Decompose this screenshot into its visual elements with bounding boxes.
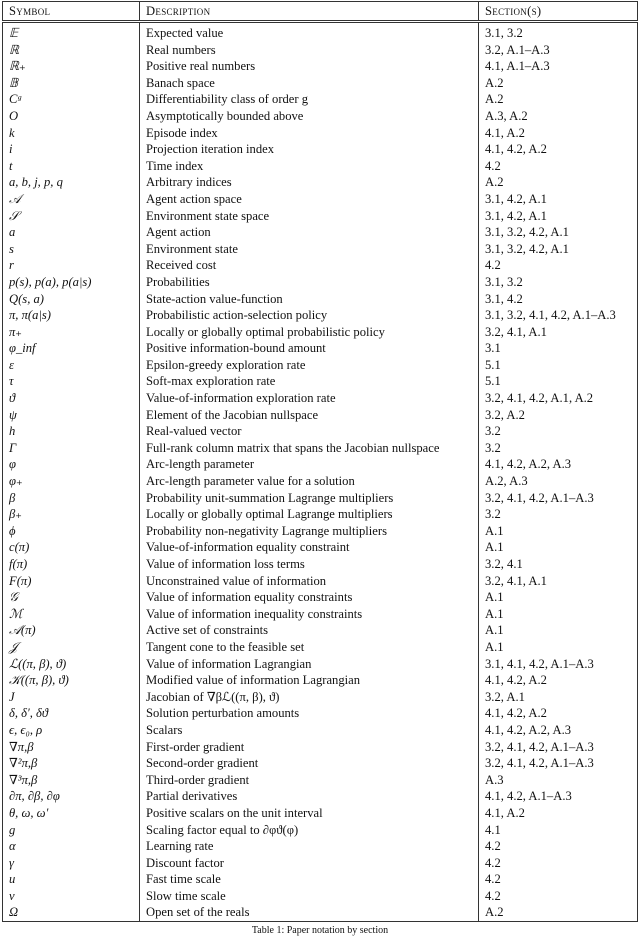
table-row — [3, 373, 638, 390]
sections-cell: A.2, A.3 — [485, 474, 528, 489]
sections-cell: 4.2 — [485, 839, 501, 854]
table-row — [3, 556, 638, 573]
symbol-cell: Cᵍ — [3, 91, 140, 108]
sections-cell: 4.1, 4.2, A.1–A.3 — [485, 789, 572, 804]
sections-cell: A.1 — [485, 590, 504, 605]
symbol-cell: 𝒜 — [3, 191, 140, 208]
symbol-cell: ℝ₊ — [3, 58, 140, 75]
table-row — [3, 324, 638, 341]
symbol-cell: θ, ω, ω′ — [3, 805, 140, 822]
description-cell: Discount factor — [140, 855, 479, 872]
sections-cell: 3.2, 4.1 — [485, 557, 523, 571]
table-row — [3, 523, 638, 540]
symbol-cell: r — [3, 257, 140, 274]
description-cell: Projection iteration index — [140, 141, 479, 158]
description-cell: Positive information-bound amount — [140, 340, 479, 357]
symbol-cell: p(s), p(a), p(a|s) — [3, 274, 140, 291]
symbol-cell: ∇π,β — [3, 739, 140, 756]
symbol-cell: π, π(a|s) — [3, 307, 140, 324]
description-cell: Arc-length parameter — [140, 456, 479, 473]
table-row — [3, 589, 638, 606]
description-cell: Environment state space — [140, 208, 479, 225]
symbol-cell: ϵ, ϵ₀, ρ — [3, 722, 140, 739]
sections-cell: 4.2 — [485, 855, 501, 870]
table-row — [3, 805, 638, 822]
description-cell: Probabilistic action-selection policy — [140, 307, 479, 324]
sections-cell: 3.2 — [485, 507, 501, 522]
header-sections: Section(s) — [485, 4, 542, 18]
description-cell: Soft-max exploration rate — [140, 373, 479, 390]
symbol-cell: 𝒦((π, β), ϑ) — [3, 672, 140, 689]
sections-cell: 4.1, 4.2, A.2, A.3 — [485, 457, 572, 472]
description-cell: Episode index — [140, 125, 479, 142]
description-cell: Third-order gradient — [140, 772, 479, 789]
description-cell: Agent action space — [140, 191, 479, 208]
symbol-cell: v — [3, 888, 140, 905]
sections-cell: A.3 — [485, 772, 504, 787]
sections-cell: 3.2, A.1–A.3 — [485, 42, 550, 57]
sections-cell: 4.1 — [485, 822, 501, 837]
table-caption: Table 1: Paper notation by section — [251, 925, 389, 936]
description-cell: Scalars — [140, 722, 479, 739]
symbol-cell: ψ — [3, 407, 140, 424]
description-cell: State-action value-function — [140, 291, 479, 308]
sections-cell: A.2 — [485, 75, 504, 90]
sections-cell: 4.1, A.2 — [485, 125, 525, 140]
symbol-cell: a — [3, 224, 140, 241]
description-cell: Probability non-negativity Lagrange multipliers — [140, 523, 479, 540]
symbol-cell: J — [3, 689, 140, 706]
symbol-cell: O — [3, 108, 140, 125]
symbol-cell: s — [3, 241, 140, 258]
description-cell: Epsilon-greedy exploration rate — [140, 357, 479, 374]
table-row — [3, 257, 638, 274]
table-row — [3, 108, 638, 125]
sections-cell: 3.1 — [485, 341, 501, 356]
description-cell: Value-of-information equality constraint — [140, 539, 479, 556]
symbol-cell: k — [3, 125, 140, 142]
symbol-cell: 𝒥 — [3, 639, 140, 656]
sections-cell: 5.1 — [485, 357, 501, 372]
symbol-cell: h — [3, 423, 140, 440]
symbol-cell: φ — [3, 456, 140, 473]
description-cell: Time index — [140, 158, 479, 175]
description-cell: Modified value of information Lagrangian — [140, 672, 479, 689]
symbol-cell: τ — [3, 373, 140, 390]
header-description: Description — [140, 2, 479, 22]
sections-cell: 3.1, 4.2, A.1 — [485, 208, 547, 223]
sections-cell: A.1 — [485, 523, 504, 538]
notation-table — [2, 1, 638, 922]
description-cell: First-order gradient — [140, 739, 479, 756]
sections-cell: 3.2, 4.1, 4.2, A.1–A.3 — [485, 756, 594, 771]
sections-cell: A.1 — [485, 540, 504, 555]
table-row — [3, 506, 638, 523]
sections-cell: 3.2, 4.1, A.1 — [485, 324, 547, 339]
description-cell: Open set of the reals — [140, 904, 479, 921]
header-symbol: Symbol — [3, 2, 140, 22]
table-row — [3, 904, 638, 921]
description-cell: Element of the Jacobian nullspace — [140, 407, 479, 424]
description-cell: Received cost — [140, 257, 479, 274]
table-row — [3, 622, 638, 639]
sections-cell: A.2 — [485, 92, 504, 107]
sections-cell: A.2 — [485, 905, 504, 920]
symbol-cell: ε — [3, 357, 140, 374]
table-row — [3, 772, 638, 789]
table-row — [3, 307, 638, 324]
description-cell: Environment state — [140, 241, 479, 258]
symbol-cell: g — [3, 822, 140, 839]
table-row — [3, 871, 638, 888]
table-row — [3, 208, 638, 225]
table-row — [3, 639, 638, 656]
description-cell: Probabilities — [140, 274, 479, 291]
description-cell: Value-of-information exploration rate — [140, 390, 479, 407]
description-cell: Value of information loss terms — [140, 556, 479, 573]
description-cell: Partial derivatives — [140, 788, 479, 805]
table-row — [3, 274, 638, 291]
description-cell: Jacobian of ∇βℒ((π, β), ϑ) — [140, 689, 479, 706]
description-cell: Agent action — [140, 224, 479, 241]
table-row — [3, 158, 638, 175]
symbol-cell: ϕ — [3, 523, 140, 540]
sections-cell: 3.1, 3.2 — [485, 274, 523, 289]
table-row — [3, 390, 638, 407]
sections-cell: 3.1, 3.2, 4.2, A.1 — [485, 241, 569, 256]
table-row — [3, 456, 638, 473]
sections-cell: A.2 — [485, 175, 504, 190]
table-row — [3, 656, 638, 673]
table-row — [3, 755, 638, 772]
table-row — [3, 539, 638, 556]
table-row — [3, 75, 638, 92]
symbol-cell: t — [3, 158, 140, 175]
symbol-cell: Q(s, a) — [3, 291, 140, 308]
symbol-cell: F(π) — [3, 573, 140, 590]
symbol-cell: ℒ((π, β), ϑ) — [3, 656, 140, 673]
table-row — [3, 340, 638, 357]
table-row — [3, 739, 638, 756]
symbol-cell: c(π) — [3, 539, 140, 556]
symbol-cell: 𝔹 — [3, 75, 140, 92]
table-row — [3, 58, 638, 75]
description-cell: Probability unit-summation Lagrange multipliers — [140, 490, 479, 507]
sections-cell: 3.2, A.1 — [485, 689, 525, 704]
sections-cell: 3.2 — [485, 424, 501, 439]
sections-cell: 4.1, A.1–A.3 — [485, 59, 550, 74]
table-row — [3, 606, 638, 623]
table-row — [3, 855, 638, 872]
table-row — [3, 440, 638, 457]
sections-cell: 4.2 — [485, 872, 501, 887]
table-row — [3, 224, 638, 241]
symbol-cell: ∇³π,β — [3, 772, 140, 789]
table-row — [3, 722, 638, 739]
sections-cell: 4.1, 4.2, A.2 — [485, 706, 547, 721]
description-cell: Learning rate — [140, 838, 479, 855]
table-row — [3, 705, 638, 722]
symbol-cell: ϑ — [3, 390, 140, 407]
description-cell: Arbitrary indices — [140, 174, 479, 191]
sections-cell: A.3, A.2 — [485, 108, 528, 123]
symbol-cell: i — [3, 141, 140, 158]
description-cell: Locally or globally optimal probabilistic policy — [140, 324, 479, 341]
table-row — [3, 22, 638, 42]
symbol-cell: a, b, j, p, q — [3, 174, 140, 191]
sections-cell: 3.1, 4.1, 4.2, A.1–A.3 — [485, 656, 594, 671]
sections-cell: 4.2 — [485, 888, 501, 903]
table-row — [3, 888, 638, 905]
description-cell: Tangent cone to the feasible set — [140, 639, 479, 656]
description-cell: Value of information equality constraints — [140, 589, 479, 606]
table-row — [3, 822, 638, 839]
description-cell: Second-order gradient — [140, 755, 479, 772]
symbol-cell: α — [3, 838, 140, 855]
symbol-cell: 𝔼 — [3, 22, 140, 42]
table-row — [3, 672, 638, 689]
symbol-cell: Ω — [3, 904, 140, 921]
table-row — [3, 291, 638, 308]
description-cell: Locally or globally optimal Lagrange multipliers — [140, 506, 479, 523]
description-cell: Scaling factor equal to ∂φϑ(φ) — [140, 822, 479, 839]
symbol-cell: Γ — [3, 440, 140, 457]
symbol-cell: φ₊ — [3, 473, 140, 490]
sections-cell: 3.1, 4.2, A.1 — [485, 191, 547, 206]
description-cell: Positive real numbers — [140, 58, 479, 75]
sections-cell: A.1 — [485, 623, 504, 638]
sections-cell: 4.2 — [485, 158, 501, 173]
table-row — [3, 125, 638, 142]
sections-cell: 4.1, 4.2, A.2, A.3 — [485, 722, 572, 737]
symbol-cell: β — [3, 490, 140, 507]
symbol-cell: 𝒢 — [3, 589, 140, 606]
description-cell: Fast time scale — [140, 871, 479, 888]
symbol-cell: γ — [3, 855, 140, 872]
table-row — [3, 407, 638, 424]
symbol-cell: f(π) — [3, 556, 140, 573]
table-row — [3, 241, 638, 258]
sections-cell: 4.1, 4.2, A.2 — [485, 673, 547, 688]
sections-cell: 3.2, 4.1, A.1 — [485, 573, 547, 588]
description-cell: Asymptotically bounded above — [140, 108, 479, 125]
sections-cell: 3.1, 4.2 — [485, 291, 523, 306]
description-cell: Value of information Lagrangian — [140, 656, 479, 673]
table-header-row — [3, 2, 638, 22]
symbol-cell: ℳ — [3, 606, 140, 623]
sections-cell: 3.1, 3.2, 4.2, A.1 — [485, 225, 569, 240]
table-row — [3, 191, 638, 208]
description-cell: Real numbers — [140, 42, 479, 59]
sections-cell: 4.1, A.2 — [485, 805, 525, 820]
table-row — [3, 423, 638, 440]
description-cell: Unconstrained value of information — [140, 573, 479, 590]
table-row — [3, 788, 638, 805]
table-row — [3, 689, 638, 706]
description-cell: Value of information inequality constraints — [140, 606, 479, 623]
symbol-cell: u — [3, 871, 140, 888]
table-row — [3, 91, 638, 108]
sections-cell: 3.1, 3.2, 4.1, 4.2, A.1–A.3 — [485, 308, 616, 323]
description-cell: Full-rank column matrix that spans the Jacobian nullspace — [140, 440, 479, 457]
symbol-cell: 𝒮 — [3, 208, 140, 225]
description-cell: Slow time scale — [140, 888, 479, 905]
sections-cell: 3.2, 4.1, 4.2, A.1–A.3 — [485, 739, 594, 754]
description-cell: Differentiability class of order g — [140, 91, 479, 108]
table-row — [3, 42, 638, 59]
symbol-cell: ∇²π,β — [3, 755, 140, 772]
description-cell: Banach space — [140, 75, 479, 92]
description-cell: Arc-length parameter value for a solution — [140, 473, 479, 490]
table-row — [3, 573, 638, 590]
description-cell: Positive scalars on the unit interval — [140, 805, 479, 822]
table-row — [3, 490, 638, 507]
symbol-cell: ℝ — [3, 42, 140, 59]
table-row — [3, 174, 638, 191]
description-cell: Expected value — [140, 22, 479, 42]
table-row — [3, 473, 638, 490]
description-cell: Active set of constraints — [140, 622, 479, 639]
sections-cell: 3.1, 3.2 — [485, 26, 523, 40]
description-cell: Real-valued vector — [140, 423, 479, 440]
symbol-cell: 𝒜(π) — [3, 622, 140, 639]
sections-cell: 4.2 — [485, 258, 501, 273]
sections-cell: 3.2, 4.1, 4.2, A.1, A.2 — [485, 391, 594, 406]
sections-cell: 3.2, A.2 — [485, 407, 525, 422]
table-row — [3, 141, 638, 158]
sections-cell: A.1 — [485, 639, 504, 654]
sections-cell: 3.2, 4.1, 4.2, A.1–A.3 — [485, 490, 594, 505]
table-body — [3, 22, 638, 922]
sections-cell: 4.1, 4.2, A.2 — [485, 142, 547, 157]
symbol-cell: β₊ — [3, 506, 140, 523]
sections-cell: 5.1 — [485, 374, 501, 389]
sections-cell: A.1 — [485, 606, 504, 621]
symbol-cell: π₊ — [3, 324, 140, 341]
sections-cell: 3.2 — [485, 440, 501, 455]
symbol-cell: δ, δ′, δϑ — [3, 705, 140, 722]
table-row — [3, 357, 638, 374]
table-row — [3, 838, 638, 855]
symbol-cell: ∂π, ∂β, ∂φ — [3, 788, 140, 805]
description-cell: Solution perturbation amounts — [140, 705, 479, 722]
symbol-cell: φ_inf — [3, 340, 140, 357]
